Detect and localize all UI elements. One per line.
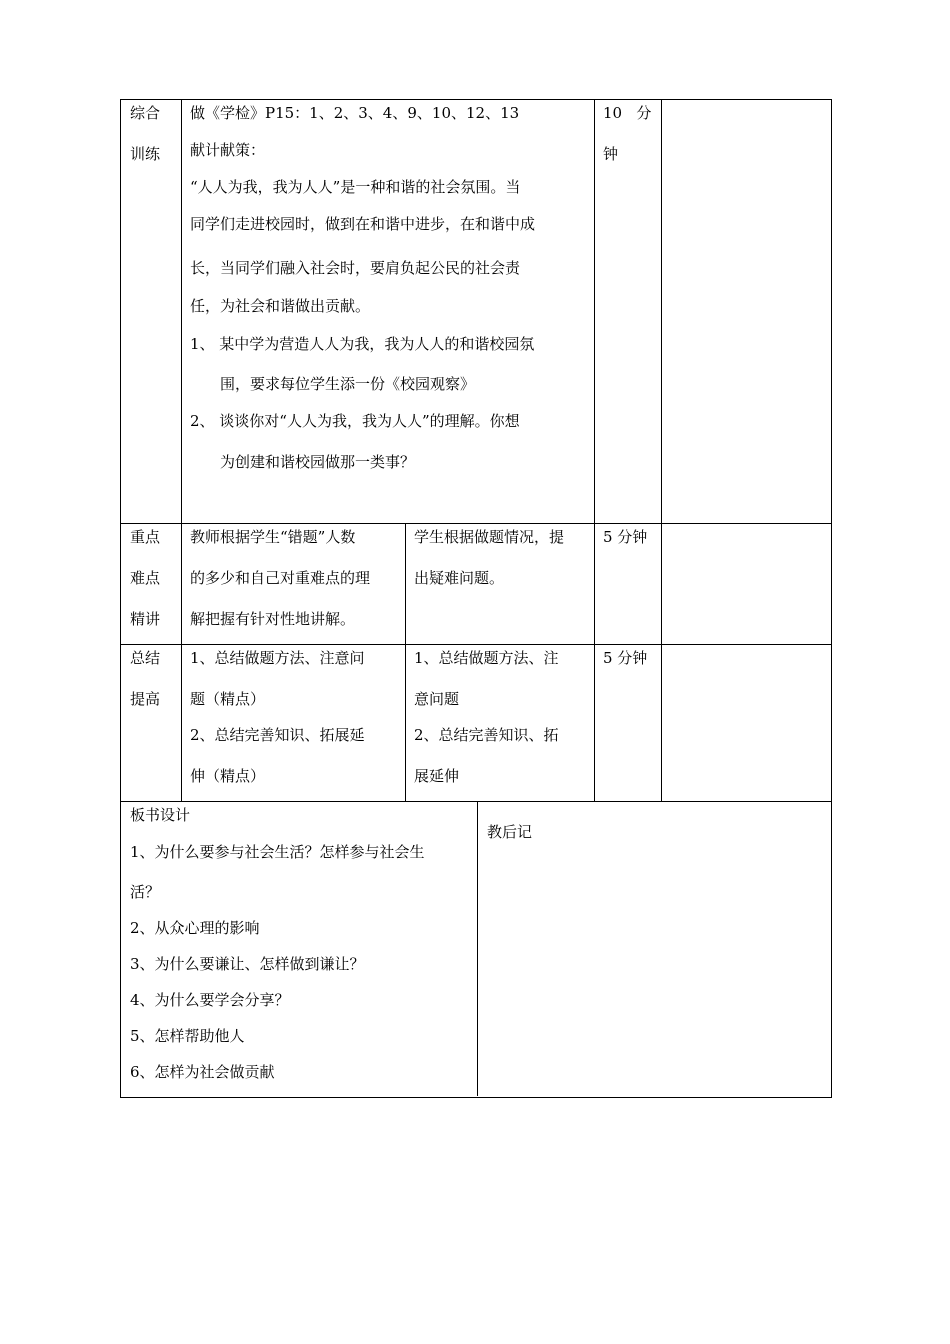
teacher-activity: 的多少和自己对重难点的理 — [190, 569, 371, 587]
content-line: 长，当同学们融入社会时，要肩负起公民的社会责 — [190, 259, 521, 277]
column-divider — [477, 801, 478, 1096]
teacher-activity: 2、总结完善知识、拓展延 — [190, 726, 365, 744]
board-item: 3、为什么要谦让、怎样做到谦让？ — [130, 955, 365, 973]
board-item: 6、怎样为社会做贡献 — [130, 1063, 275, 1081]
time-cell: 5 分钟 — [603, 528, 648, 546]
board-item: 1、为什么要参与社会生活？怎样参与社会生 — [130, 843, 425, 861]
column-divider — [181, 99, 182, 801]
after-class-title: 教后记 — [487, 823, 533, 841]
column-divider — [661, 99, 662, 801]
row-label: 提高 — [130, 690, 161, 708]
board-item: 活？ — [130, 883, 161, 901]
student-activity: 展延伸 — [414, 767, 460, 785]
content-line: 任，为社会和谐做出贡献。 — [190, 297, 371, 315]
teacher-activity: 教师根据学生“错题”人数 — [190, 528, 356, 546]
content-line: 2、 谈谈你对“人人为我，我为人人”的理解。你想 — [190, 412, 520, 430]
student-activity: 2、总结完善知识、拓 — [414, 726, 559, 744]
student-activity: 1、总结做题方法、注 — [414, 649, 559, 667]
row-divider — [120, 644, 831, 645]
lesson-table — [120, 99, 832, 1098]
teacher-activity: 伸（精点） — [190, 767, 266, 785]
row-divider — [120, 801, 831, 802]
column-divider — [405, 523, 406, 801]
column-divider — [594, 99, 595, 801]
time-cell: 5 分钟 — [603, 649, 648, 667]
row-label: 难点 — [130, 569, 161, 587]
row-label: 重点 — [130, 528, 161, 546]
student-activity: 学生根据做题情况，提 — [414, 528, 565, 546]
row-label: 训练 — [130, 145, 161, 163]
content-line: 1、 某中学为营造人人为我，我为人人的和谐校园氛 — [190, 335, 535, 353]
content-line: 献计献策： — [190, 141, 266, 159]
board-item: 5、怎样帮助他人 — [130, 1027, 245, 1045]
time-cell: 10 分 — [603, 104, 652, 122]
teacher-activity: 1、总结做题方法、注意问 — [190, 649, 365, 667]
row-label: 综合 — [130, 104, 161, 122]
content-line: “人人为我，我为人人”是一种和谐的社会氛围。当 — [190, 178, 521, 196]
student-activity: 出疑难问题。 — [414, 569, 505, 587]
board-item: 2、从众心理的影响 — [130, 919, 260, 937]
content-line: 围，要求每位学生添一份《校园观察》 — [220, 375, 476, 393]
row-divider — [120, 523, 831, 524]
board-item: 4、为什么要学会分享？ — [130, 991, 290, 1009]
teacher-activity: 题（精点） — [190, 690, 266, 708]
row-label: 精讲 — [130, 610, 161, 628]
board-design-title: 板书设计 — [130, 806, 191, 824]
time-cell: 钟 — [603, 145, 619, 163]
content-line: 同学们走进校园时，做到在和谐中进步，在和谐中成 — [190, 215, 536, 233]
content-line: 为创建和谐校园做那一类事？ — [220, 453, 416, 471]
row-label: 总结 — [130, 649, 161, 667]
content-line: 做《学检》P15：1、2、3、4、9、10、12、13 — [190, 104, 520, 122]
teacher-activity: 解把握有针对性地讲解。 — [190, 610, 356, 628]
student-activity: 意问题 — [414, 690, 460, 708]
